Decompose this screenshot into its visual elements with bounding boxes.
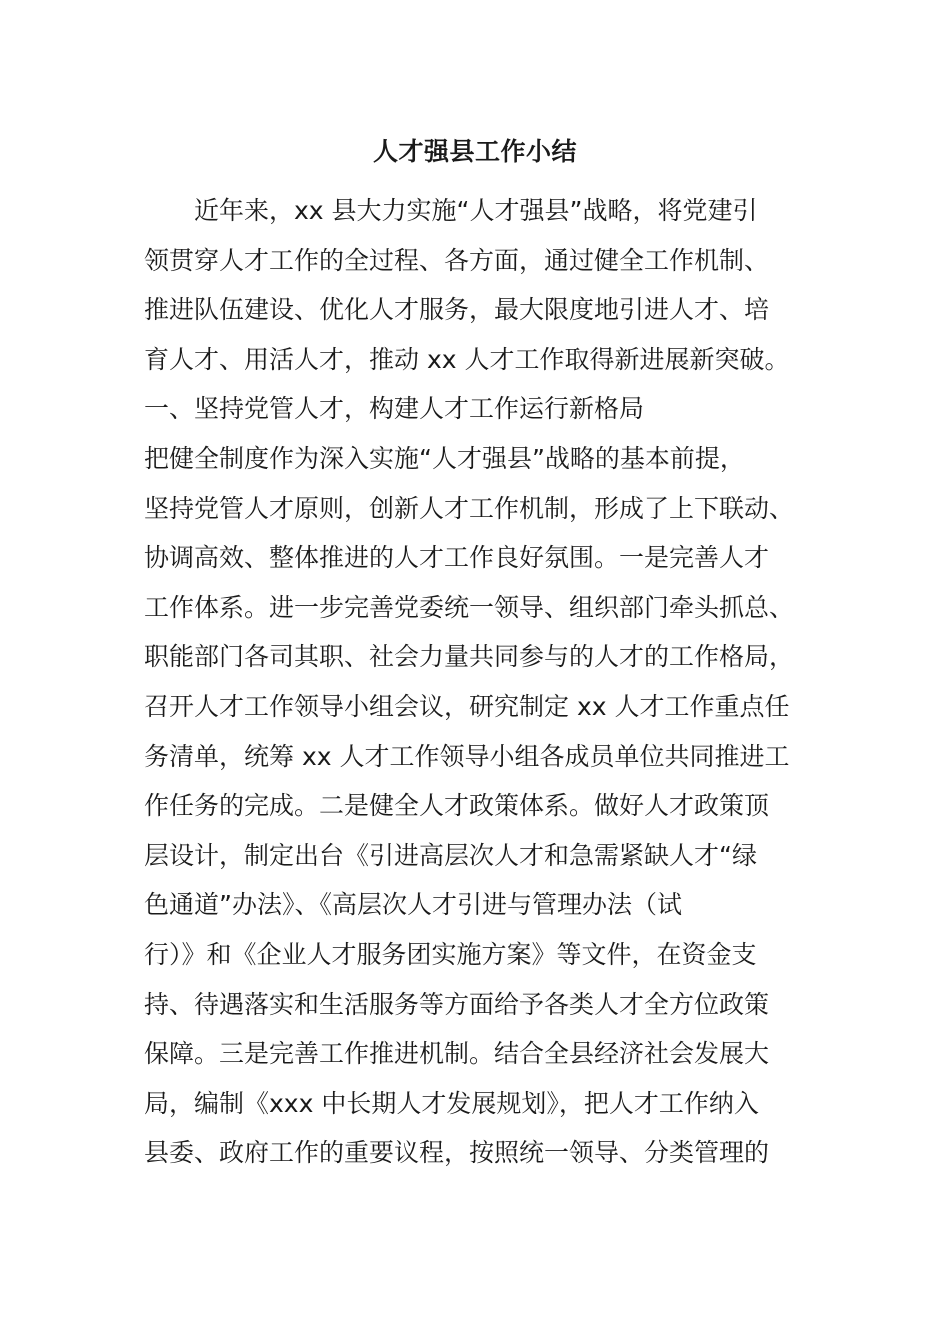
- text-line: 工作体系。进一步完善党委统一领导、组织部门牵头抓总、: [144, 592, 795, 622]
- text-line: 务清单，统筹 xx 人才工作领导小组各成员单位共同推进工: [144, 741, 790, 771]
- text-line: 育人才、用活人才，推动 xx 人才工作取得新进展新突破。: [144, 344, 790, 374]
- text-line: 行）》和《企业人才服务团实施方案》等文件，在资金支: [144, 939, 757, 969]
- text-line: 把健全制度作为深入实施“人才强县”战略的基本前提，: [144, 443, 745, 473]
- text-line: 职能部门各司其职、社会力量共同参与的人才的工作格局，: [144, 642, 795, 672]
- text-line: 层设计，制定出台《引进高层次人才和急需紧缺人才“绿: [144, 840, 757, 870]
- text-line: 作任务的完成。二是健全人才政策体系。做好人才政策顶: [144, 791, 770, 821]
- text-line: 持、待遇落实和生活服务等方面给予各类人才全方位政策: [144, 989, 770, 1019]
- section-heading: 一、坚持党管人才，构建人才工作运行新格局: [144, 394, 645, 424]
- text-line: 领贯穿人才工作的全过程、各方面，通过健全工作机制、: [144, 245, 770, 275]
- text-line: 协调高效、整体推进的人才工作良好氛围。一是完善人才: [144, 543, 770, 573]
- text-line: 色通道”办法》、《高层次人才引进与管理办法（试: [144, 890, 682, 920]
- text-line: 召开人才工作领导小组会议，研究制定 xx 人才工作重点任: [144, 691, 790, 721]
- text-line: 县委、政府工作的重要议程，按照统一领导、分类管理的: [144, 1138, 770, 1168]
- text-line: 局，编制《xxx 中长期人才发展规划》，把人才工作纳入: [144, 1088, 759, 1118]
- text-line: 近年来，xx 县大力实施“人才强县”战略，将党建引: [194, 196, 758, 225]
- text-line: 坚持党管人才原则，创新人才工作机制，形成了上下联动、: [144, 493, 795, 523]
- document-body: [144, 186, 814, 1178]
- document-title: 人才强县工作小结: [372, 137, 577, 166]
- text-line: 推进队伍建设、优化人才服务，最大限度地引进人才、培: [144, 295, 770, 325]
- text-line: 保障。三是完善工作推进机制。结合全县经济社会发展大: [144, 1039, 770, 1069]
